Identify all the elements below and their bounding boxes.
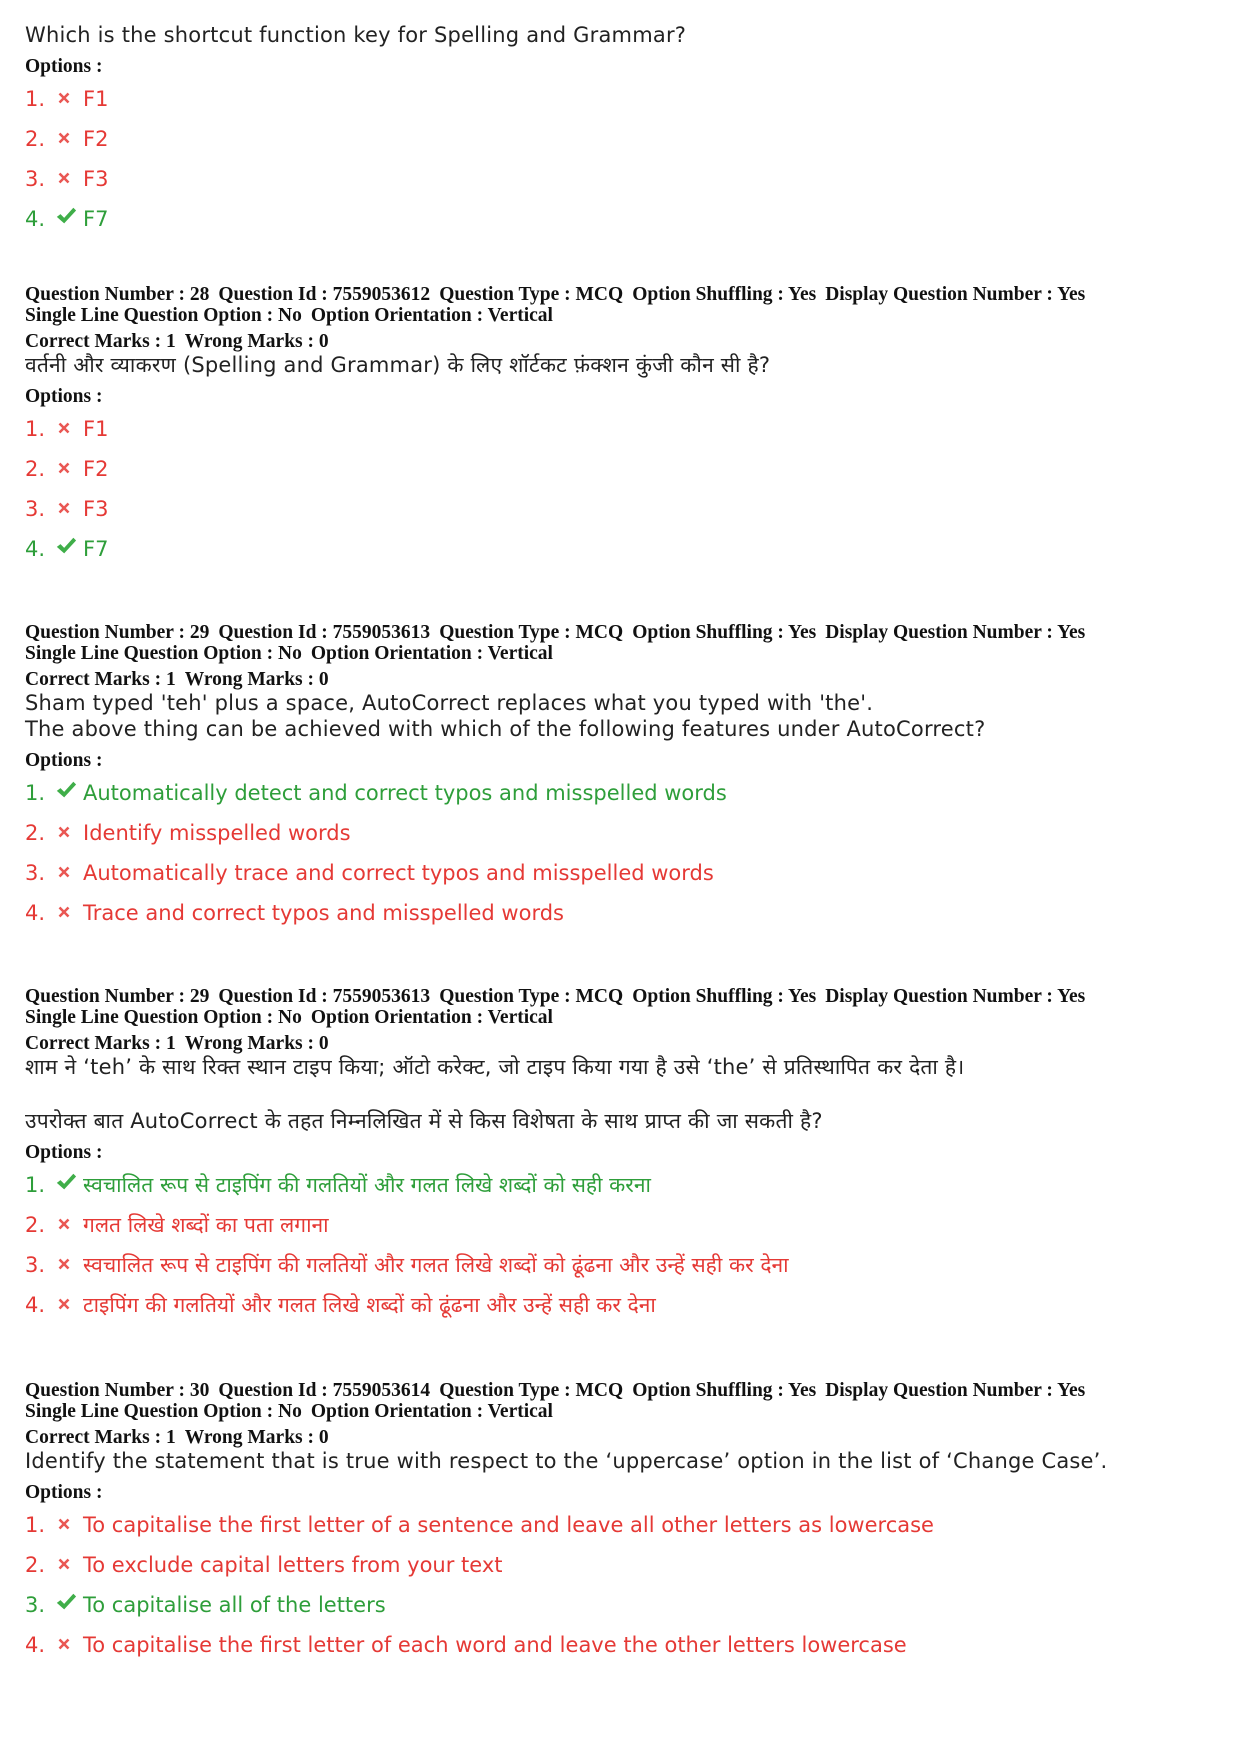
options-list (25, 1505, 1225, 1665)
cross-icon (55, 410, 77, 432)
cross-icon (55, 1626, 77, 1648)
meta-question-id: Question Id : 7559053613 (218, 622, 431, 643)
meta-question-number: Question Number : 30 (25, 1380, 210, 1401)
option-text: Automatically trace and correct typos and misspelled words (83, 861, 714, 885)
option-item (25, 1285, 1225, 1325)
meta-single-line: Single Line Question Option : No (25, 1007, 302, 1028)
question-block-30 (25, 1380, 1225, 1665)
meta-wrong-marks: Wrong Marks : 0 (184, 1033, 329, 1054)
spacer (25, 1080, 1225, 1090)
option-item (25, 1245, 1225, 1285)
option-number: 3. (25, 861, 46, 885)
option-number: 3. (25, 167, 46, 191)
options-label: Options : (25, 1482, 103, 1503)
meta-correct-marks: Correct Marks : 1 (25, 669, 176, 690)
options-label: Options : (25, 56, 103, 77)
option-text: To capitalise all of the letters (83, 1593, 386, 1617)
option-text: Trace and correct typos and misspelled words (83, 901, 564, 925)
meta-wrong-marks: Wrong Marks : 0 (184, 669, 329, 690)
meta-question-type: Question Type : MCQ (439, 284, 624, 305)
meta-orientation: Option Orientation : Vertical (310, 1007, 553, 1028)
options-label: Options : (25, 386, 103, 407)
option-item (25, 489, 1225, 529)
options-list (25, 409, 1225, 569)
meta-orientation: Option Orientation : Vertical (310, 643, 553, 664)
option-item (25, 1505, 1225, 1545)
meta-display-question-number: Display Question Number : Yes (825, 986, 1086, 1007)
meta-question-id: Question Id : 7559053614 (218, 1380, 431, 1401)
cross-icon (55, 80, 77, 102)
meta-single-line: Single Line Question Option : No (25, 643, 302, 664)
option-text: F3 (83, 167, 109, 191)
meta-question-type: Question Type : MCQ (439, 622, 624, 643)
option-text: Identify misspelled words (83, 821, 351, 845)
option-item (25, 409, 1225, 449)
meta-display-question-number: Display Question Number : Yes (825, 1380, 1086, 1401)
option-item (25, 1585, 1225, 1625)
question-meta-line-1 (25, 1380, 1225, 1401)
option-text: F1 (83, 417, 109, 441)
meta-single-line: Single Line Question Option : No (25, 1401, 302, 1422)
meta-question-id: Question Id : 7559053613 (218, 986, 431, 1007)
option-item (25, 159, 1225, 199)
option-item (25, 199, 1225, 239)
option-number: 2. (25, 1553, 46, 1577)
meta-option-shuffling: Option Shuffling : Yes (632, 284, 817, 305)
options-list (25, 1165, 1225, 1325)
meta-question-id: Question Id : 7559053612 (218, 284, 431, 305)
cross-icon (55, 490, 77, 512)
option-item (25, 119, 1225, 159)
question-text: Identify the statement that is true with respect to the ‘uppercase’ option in the list of ‘Change Case’. (25, 1449, 1108, 1473)
question-meta-line-1 (25, 986, 1225, 1007)
meta-correct-marks: Correct Marks : 1 (25, 1033, 176, 1054)
meta-option-shuffling: Option Shuffling : Yes (632, 622, 817, 643)
question-marks (25, 669, 1225, 690)
meta-question-number: Question Number : 29 (25, 622, 210, 643)
question-block-0 (25, 22, 1225, 239)
question-text-line-1: शाम ने ‘teh’ के साथ रिक्त स्थान टाइप किया; ऑटो करेक्ट, जो टाइप किया गया है उसे ‘the’ से प्रतिस्थापित कर देता है। (25, 1055, 965, 1079)
check-icon (55, 200, 77, 222)
option-item (25, 1165, 1225, 1205)
option-text: F7 (83, 207, 109, 231)
question-text-line-2: उपरोक्त बात AutoCorrect के तहत निम्नलिखित में से किस विशेषता के साथ प्राप्त की जा सकती है? (25, 1109, 823, 1133)
question-marks (25, 1427, 1225, 1448)
meta-question-number: Question Number : 29 (25, 986, 210, 1007)
option-text: F2 (83, 457, 109, 481)
option-text: टाइपिंग की गलतियों और गलत लिखे शब्दों को ढूंढना और उन्हें सही कर देना (83, 1293, 656, 1317)
options-list (25, 773, 1225, 933)
option-number: 4. (25, 537, 46, 561)
option-number: 1. (25, 1513, 46, 1537)
question-marks (25, 1033, 1225, 1054)
option-number: 3. (25, 1593, 46, 1617)
option-item (25, 853, 1225, 893)
check-icon (55, 530, 77, 552)
options-list (25, 79, 1225, 239)
option-text: F1 (83, 87, 109, 111)
option-text: गलत लिखे शब्दों का पता लगाना (83, 1213, 329, 1237)
question-meta-line-1 (25, 284, 1225, 305)
option-number: 1. (25, 781, 46, 805)
option-number: 2. (25, 1213, 46, 1237)
cross-icon (55, 894, 77, 916)
meta-wrong-marks: Wrong Marks : 0 (184, 1427, 329, 1448)
option-text: To capitalise the first letter of a sentence and leave all other letters as lowercase (83, 1513, 934, 1537)
option-item (25, 79, 1225, 119)
option-item (25, 1545, 1225, 1585)
question-text: वर्तनी और व्याकरण (Spelling and Grammar) के लिए शॉर्टकट फ़ंक्शन कुंजी कौन सी है? (25, 353, 771, 377)
meta-correct-marks: Correct Marks : 1 (25, 1427, 176, 1448)
cross-icon (55, 1246, 77, 1268)
option-number: 2. (25, 127, 46, 151)
question-marks (25, 331, 1225, 352)
options-label: Options : (25, 1142, 103, 1163)
option-text: F7 (83, 537, 109, 561)
option-number: 4. (25, 1633, 46, 1657)
option-item (25, 529, 1225, 569)
question-meta-line-1 (25, 622, 1225, 643)
option-number: 2. (25, 457, 46, 481)
question-block-29-hi (25, 986, 1225, 1325)
question-meta-line-2 (25, 305, 1225, 326)
option-text: To capitalise the first letter of each word and leave the other letters lowercase (83, 1633, 907, 1657)
option-text: स्वचालित रूप से टाइपिंग की गलतियों और गलत लिखे शब्दों को ढूंढना और उन्हें सही कर देना (83, 1253, 789, 1277)
cross-icon (55, 450, 77, 472)
meta-question-type: Question Type : MCQ (439, 986, 624, 1007)
meta-option-shuffling: Option Shuffling : Yes (632, 986, 817, 1007)
option-text: स्वचालित रूप से टाइपिंग की गलतियों और गलत लिखे शब्दों को सही करना (83, 1173, 651, 1197)
cross-icon (55, 120, 77, 142)
options-label: Options : (25, 750, 103, 771)
option-number: 4. (25, 207, 46, 231)
option-item (25, 893, 1225, 933)
meta-single-line: Single Line Question Option : No (25, 305, 302, 326)
option-number: 3. (25, 497, 46, 521)
cross-icon (55, 1206, 77, 1228)
meta-option-shuffling: Option Shuffling : Yes (632, 1380, 817, 1401)
option-number: 2. (25, 821, 46, 845)
question-block-29-en (25, 622, 1225, 933)
option-number: 1. (25, 87, 46, 111)
option-text: To exclude capital letters from your text (83, 1553, 503, 1577)
question-text-line-2: The above thing can be achieved with which of the following features under AutoCorrect? (25, 717, 986, 741)
option-item (25, 449, 1225, 489)
option-text: F2 (83, 127, 109, 151)
cross-icon (55, 1286, 77, 1308)
meta-display-question-number: Display Question Number : Yes (825, 284, 1086, 305)
option-item (25, 1205, 1225, 1245)
question-text-line-1: Sham typed 'teh' plus a space, AutoCorrect replaces what you typed with 'the'. (25, 691, 874, 715)
cross-icon (55, 814, 77, 836)
cross-icon (55, 160, 77, 182)
cross-icon (55, 1546, 77, 1568)
question-block-28 (25, 284, 1225, 569)
option-number: 1. (25, 1173, 46, 1197)
question-text: Which is the shortcut function key for Spelling and Grammar? (25, 23, 687, 47)
option-item (25, 813, 1225, 853)
option-number: 1. (25, 417, 46, 441)
meta-question-type: Question Type : MCQ (439, 1380, 624, 1401)
option-number: 4. (25, 1293, 46, 1317)
check-icon (55, 1586, 77, 1608)
option-text: Automatically detect and correct typos and misspelled words (83, 781, 727, 805)
meta-correct-marks: Correct Marks : 1 (25, 331, 176, 352)
cross-icon (55, 1506, 77, 1528)
option-item (25, 1625, 1225, 1665)
question-meta-line-2 (25, 643, 1225, 664)
option-number: 4. (25, 901, 46, 925)
check-icon (55, 1166, 77, 1188)
meta-orientation: Option Orientation : Vertical (310, 305, 553, 326)
question-meta-line-2 (25, 1007, 1225, 1028)
meta-orientation: Option Orientation : Vertical (310, 1401, 553, 1422)
meta-question-number: Question Number : 28 (25, 284, 210, 305)
option-number: 3. (25, 1253, 46, 1277)
cross-icon (55, 854, 77, 876)
option-item (25, 773, 1225, 813)
check-icon (55, 774, 77, 796)
question-meta-line-2 (25, 1401, 1225, 1422)
option-text: F3 (83, 497, 109, 521)
meta-display-question-number: Display Question Number : Yes (825, 622, 1086, 643)
meta-wrong-marks: Wrong Marks : 0 (184, 331, 329, 352)
